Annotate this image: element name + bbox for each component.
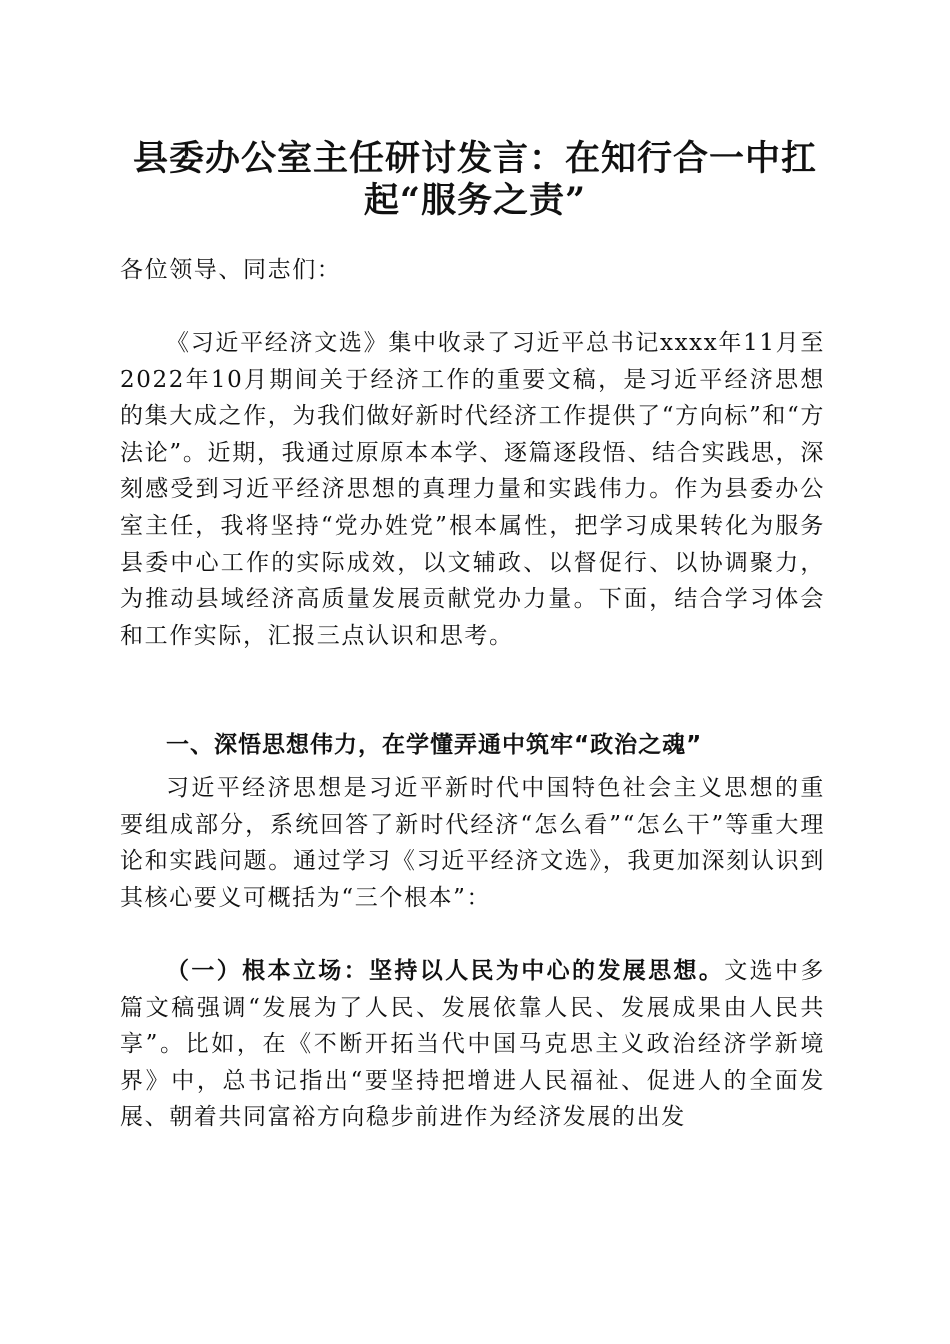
subsection-text: 文选中多篇文稿强调“发展为了人民、发展依靠人民、发展成果由人民共享”。比如，在《不断开拓当代中国马克思主义政治经济学新境界》中，总书记指出“要坚持把增进人民福祉、促进人的全面发展、朝着共同富裕方向稳步前进作为经济发展的出发 bbox=[120, 958, 825, 1131]
paragraph-section-1: 习近平经济思想是习近平新时代中国特色社会主义思想的重要组成部分，系统回答了新时代经济“怎么看”“怎么干”等重大理论和实践问题。通过学习《习近平经济文选》，我更加深刻认识到其核心要义可概括为“三个根本”： bbox=[120, 775, 825, 911]
paragraph-subsection-1 bbox=[120, 953, 825, 1136]
title-line-1: 县委办公室主任研讨发言：在知行合一中扛 bbox=[132, 138, 817, 179]
subsection-label: （一）根本立场：坚持以人民为中心的发展思想。 bbox=[166, 957, 725, 984]
document-title bbox=[110, 138, 840, 222]
section-heading-1: 一、深悟思想伟力，在学懂弄通中筑牢“政治之魂” bbox=[166, 732, 703, 758]
salutation: 各位领导、同志们： bbox=[120, 257, 342, 283]
title-line-2: 起“服务之责” bbox=[363, 180, 587, 221]
paragraph-intro: 《习近平经济文选》集中收录了习近平总书记xxxx年11月至2022年10月期间关于经济工作的重要文稿，是习近平经济思想的集大成之作，为我们做好新时代经济工作提供了“方向标”和“方法论”。近期，我通过原原本本学、逐篇逐段悟、结合实践思，深刻感受到习近平经济思想的真理力量和实践伟力。作为县委办公室主任，我将坚持“党办姓党”根本属性，把学习成果转化为服务县委中心工作的实际成效，以文辅政、以督促行、以协调聚力，为推动县域经济高质量发展贡献党办力量。下面，结合学习体会和工作实际，汇报三点认识和思考。 bbox=[120, 330, 825, 649]
